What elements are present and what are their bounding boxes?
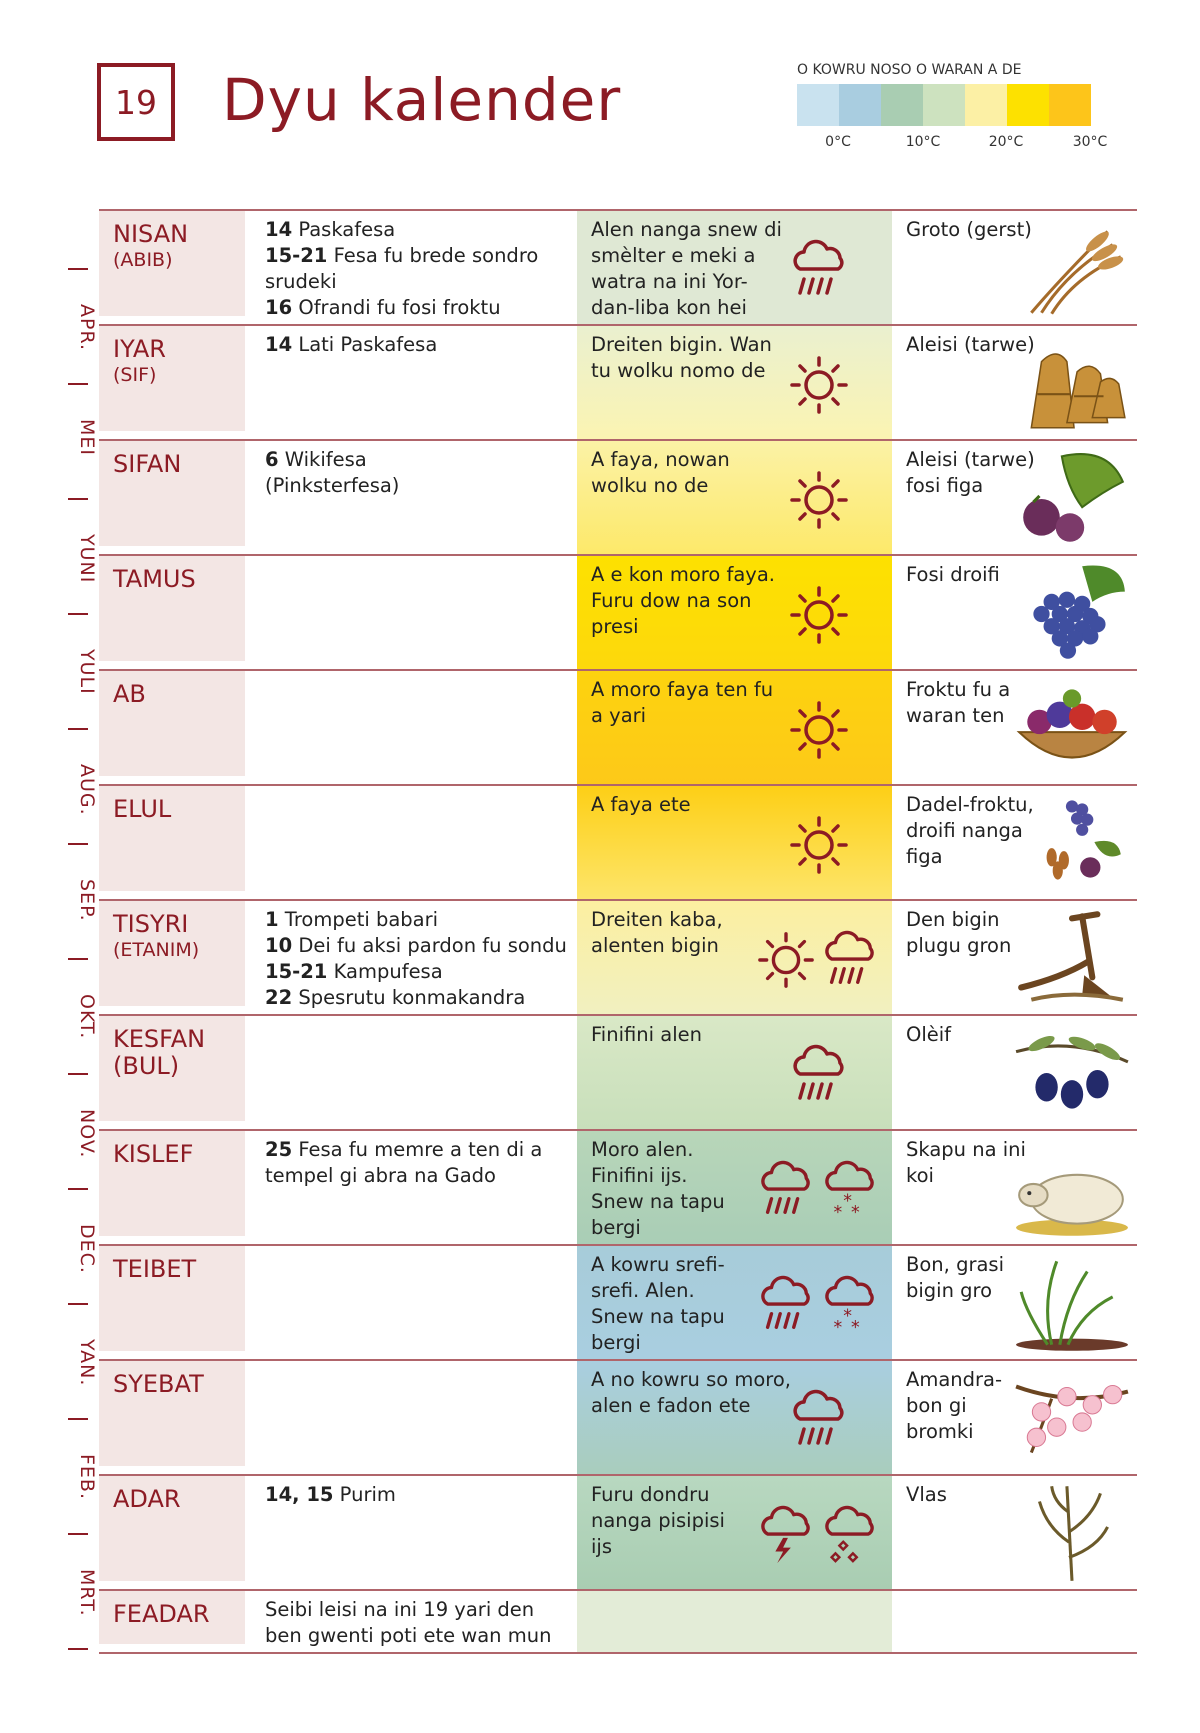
festivals (265, 447, 575, 499)
month-row (99, 324, 1137, 439)
weather-description: Dreiten kaba, alenten bigin (591, 908, 723, 957)
weather-description: A no kowru so moro, alen e fadon ete (591, 1368, 792, 1417)
month-name-cell (99, 1361, 245, 1466)
festivals (265, 332, 575, 358)
weather-cell (577, 786, 892, 899)
hebrew-month-alt-name: (BUL) (113, 1052, 180, 1080)
festival-date: 10 (265, 934, 293, 957)
barley-icon (1011, 215, 1133, 319)
svg-text:*: * (850, 1203, 860, 1221)
page-title: Dyu kalender (222, 66, 622, 134)
month-row (99, 554, 1137, 669)
produce-label: Fosi droifi (906, 563, 1000, 586)
gregorian-month-label: OKT. (76, 994, 98, 1040)
calendar-table (99, 209, 1137, 1654)
weather-description: A moro faya ten fu a yari (591, 678, 774, 727)
festival-date: 22 (265, 986, 293, 1009)
month-row (99, 669, 1137, 784)
gregorian-month-label: APR. (76, 304, 98, 352)
festival-name: Ofrandi fu fosi froktu (292, 296, 501, 319)
legend-swatch (797, 84, 839, 126)
legend-swatch (923, 84, 965, 126)
hebrew-month-name: IYAR (113, 335, 166, 363)
produce-label: Den bigin plugu gron (906, 908, 1012, 957)
page-number: 19 (115, 82, 157, 122)
festival-name: Paskafesa (292, 218, 396, 241)
festivals (265, 1137, 575, 1189)
weather-cell (577, 901, 892, 1014)
snow-cloud-icon (820, 1274, 880, 1336)
festival-date: 25 (265, 1138, 293, 1161)
month-row (99, 1589, 1137, 1654)
festival-date: 1 (265, 908, 279, 931)
weather-description: A faya ete (591, 793, 691, 816)
produce-label: Dadel-froktu, droifi nanga figa (906, 793, 1034, 868)
month-divider (68, 1418, 88, 1420)
festivals (265, 1597, 575, 1649)
festival-date: 14 (265, 333, 293, 356)
sun-icon (788, 699, 850, 761)
rain-cloud-icon (820, 929, 880, 991)
hebrew-month-name: TEIBET (113, 1255, 197, 1283)
month-name-cell (99, 326, 245, 431)
gregorian-month-label: MEI (76, 419, 98, 457)
month-name-cell (99, 1016, 245, 1121)
gregorian-month-label: DEC. (76, 1224, 98, 1274)
legend-swatch (839, 84, 881, 126)
month-divider (68, 728, 88, 730)
sun-icon (788, 814, 850, 876)
legend-swatch (965, 84, 1007, 126)
month-row (99, 209, 1137, 324)
festival-name: Fesa fu memre a ten di a tempel gi abra na Gado (265, 1138, 543, 1187)
legend-tick-10: 10°C (905, 134, 941, 150)
festival-date: 16 (265, 296, 293, 319)
festival-name: Seibi leisi na ini 19 yari den ben gwenti poti ete wan mun (265, 1598, 552, 1647)
festival-entry (265, 295, 575, 321)
weather-description: Furu dondru nanga pisipisi ijs (591, 1483, 725, 1558)
month-name-cell (99, 211, 245, 316)
page-number-box (97, 63, 175, 141)
festival-entry (265, 985, 575, 1011)
month-row (99, 784, 1137, 899)
almond-blossom-icon (1011, 1365, 1133, 1469)
month-name-cell (99, 1476, 245, 1581)
month-divider (68, 843, 88, 845)
produce-label: Froktu fu a waran ten (906, 678, 1011, 727)
festival-date: 14, 15 (265, 1483, 334, 1506)
plough-icon (1011, 905, 1133, 1009)
month-name-cell (99, 786, 245, 891)
month-divider (68, 1188, 88, 1190)
month-name-cell (99, 671, 245, 776)
sun-icon (756, 929, 816, 991)
legend-swatch (1049, 84, 1091, 126)
hebrew-month-name: KESFAN (113, 1025, 206, 1053)
weather-cell (577, 1016, 892, 1129)
legend-swatch (881, 84, 923, 126)
grapes-icon (1011, 560, 1133, 664)
produce-label: Olèif (906, 1023, 952, 1046)
month-row (99, 1474, 1137, 1589)
month-name-cell (99, 901, 245, 1006)
gregorian-month-label: AUG. (76, 764, 98, 816)
weather-cell (577, 671, 892, 784)
month-row (99, 1359, 1137, 1474)
festival-name: Spesrutu konmakandra (292, 986, 526, 1009)
rain-cloud-icon (788, 239, 850, 301)
legend-tick-30: 30°C (1072, 134, 1108, 150)
hebrew-month-name: ELUL (113, 795, 172, 823)
weather-cell (577, 326, 892, 439)
hebrew-month-name: FEADAR (113, 1600, 210, 1628)
month-divider (68, 498, 88, 500)
produce-label: Amandra-bon gi bromki (906, 1368, 1003, 1443)
hebrew-month-name: NISAN (113, 220, 189, 248)
weather-cell (577, 1131, 892, 1244)
thunderstorm-icon (756, 1504, 816, 1566)
festival-entry (265, 217, 575, 243)
gregorian-month-label: YUNI (76, 534, 98, 584)
month-divider (68, 1073, 88, 1075)
month-row (99, 1244, 1137, 1359)
weather-cell (577, 1591, 892, 1652)
month-name-cell (99, 1131, 245, 1236)
svg-text:*: * (833, 1203, 843, 1221)
gregorian-month-label: MRT. (76, 1569, 98, 1617)
month-divider (68, 268, 88, 270)
rain-cloud-icon (756, 1274, 816, 1336)
weather-description: A kowru srefi-srefi. Alen. Snew na tapu bergi (591, 1253, 725, 1354)
festival-entry (265, 933, 575, 959)
temperature-legend-title: O KOWRU NOSO O WARAN A DE (797, 62, 1022, 78)
hebrew-month-alt-name: (SIF) (113, 364, 157, 386)
festival-date: 6 (265, 448, 279, 471)
hebrew-month-name: AB (113, 680, 146, 708)
gregorian-month-label: YAN. (76, 1339, 98, 1387)
festival-name: Kampufesa (327, 960, 443, 983)
month-divider (68, 1648, 88, 1650)
svg-text:*: * (843, 1191, 852, 1212)
month-row (99, 899, 1137, 1014)
month-row (99, 439, 1137, 554)
fruit-basket-icon (1011, 675, 1133, 779)
weather-cell (577, 1476, 892, 1589)
svg-text:*: * (833, 1318, 843, 1336)
snow-cloud-icon (820, 1159, 880, 1221)
weather-description: Moro alen. Finifini ijs. Snew na tapu bergi (591, 1138, 725, 1239)
hebrew-month-alt-name: (ABIB) (113, 249, 173, 271)
produce-label: Bon, grasi bigin gro (906, 1253, 1004, 1302)
gregorian-month-label: FEB. (76, 1454, 98, 1501)
legend-tick-20: 20°C (988, 134, 1024, 150)
weather-cell (577, 556, 892, 669)
festival-name: Wikifesa (278, 448, 367, 471)
festival-entry (265, 332, 575, 358)
festival-entry (265, 447, 575, 473)
hebrew-month-name: KISLEF (113, 1140, 194, 1168)
month-row (99, 1129, 1137, 1244)
gregorian-month-label: YULI (76, 649, 98, 695)
month-name-cell (99, 1246, 245, 1351)
gregorian-month-label: NOV. (76, 1109, 98, 1159)
hebrew-month-name: TISYRI (113, 910, 189, 938)
wheat-sheaves-icon (1011, 330, 1133, 434)
festivals (265, 907, 575, 1011)
weather-description: Finifini alen (591, 1023, 702, 1046)
festival-entry (265, 1137, 575, 1189)
temperature-legend-bar (797, 84, 1091, 126)
festival-entry (265, 243, 575, 295)
sheep-icon (1011, 1135, 1133, 1239)
svg-text:*: * (850, 1318, 860, 1336)
weather-description: Dreiten bigin. Wan tu wolku nomo de (591, 333, 772, 382)
hebrew-month-alt-name: (ETANIM) (113, 939, 200, 961)
rain-cloud-icon (788, 1044, 850, 1106)
festival-date: 15-21 (265, 244, 328, 267)
weather-cell (577, 211, 892, 324)
hebrew-month-name: SIFAN (113, 450, 182, 478)
produce-label: Groto (gerst) (906, 218, 1032, 241)
month-name-cell (99, 441, 245, 546)
month-divider (68, 613, 88, 615)
festival-name: Lati Paskafesa (292, 333, 438, 356)
produce-label: Aleisi (tarwe) (906, 333, 1035, 356)
gregorian-month-column (58, 210, 98, 1660)
rain-cloud-icon (756, 1159, 816, 1221)
legend-tick-0: 0°C (825, 134, 851, 150)
flax-icon (1011, 1480, 1133, 1584)
festival-entry (265, 473, 575, 499)
sun-icon (788, 469, 850, 531)
legend-swatch (1007, 84, 1049, 126)
gregorian-month-label: SEP. (76, 879, 98, 922)
month-divider (68, 383, 88, 385)
month-divider (68, 1533, 88, 1535)
festival-entry (265, 1482, 575, 1508)
festivals (265, 217, 575, 321)
festival-entry (265, 1597, 575, 1649)
sprouting-plants-icon (1011, 1250, 1133, 1354)
festivals (265, 1482, 575, 1508)
weather-description: Alen nanga snew di smèlter e meki a watra na ini Yor-dan-liba kon hei (591, 218, 782, 319)
produce-label: Vlas (906, 1483, 947, 1506)
festival-name: Dei fu aksi pardon fu sondu (292, 934, 567, 957)
festival-entry (265, 959, 575, 985)
weather-cell (577, 1361, 892, 1474)
month-divider (68, 958, 88, 960)
rain-cloud-icon (788, 1389, 850, 1451)
dates-grapes-figs-icon (1011, 790, 1133, 894)
month-row (99, 1014, 1137, 1129)
weather-description: A faya, nowan wolku no de (591, 448, 730, 497)
sun-icon (788, 354, 850, 416)
svg-text:*: * (843, 1306, 852, 1327)
hail-cloud-icon (820, 1504, 880, 1566)
sun-icon (788, 584, 850, 646)
figs-icon (1011, 445, 1133, 549)
hebrew-month-name: ADAR (113, 1485, 181, 1513)
weather-cell (577, 1246, 892, 1359)
month-name-cell (99, 1591, 245, 1644)
festival-name: Purim (333, 1483, 396, 1506)
month-name-cell (99, 556, 245, 661)
produce-label: Aleisi (tarwe) fosi figa (906, 448, 1035, 497)
hebrew-month-name: SYEBAT (113, 1370, 204, 1398)
olives-icon (1011, 1020, 1133, 1124)
produce-label: Skapu na ini koi (906, 1138, 1026, 1187)
festival-name: Trompeti babari (278, 908, 439, 931)
weather-cell (577, 441, 892, 554)
festival-date: 15-21 (265, 960, 328, 983)
hebrew-month-name: TAMUS (113, 565, 196, 593)
month-divider (68, 1303, 88, 1305)
festival-name: Fesa fu brede sondro srudeki (265, 244, 539, 293)
weather-description: A e kon moro faya. Furu dow na son presi (591, 563, 775, 638)
festival-entry (265, 907, 575, 933)
festival-date: 14 (265, 218, 293, 241)
festival-name: (Pinksterfesa) (265, 474, 400, 497)
